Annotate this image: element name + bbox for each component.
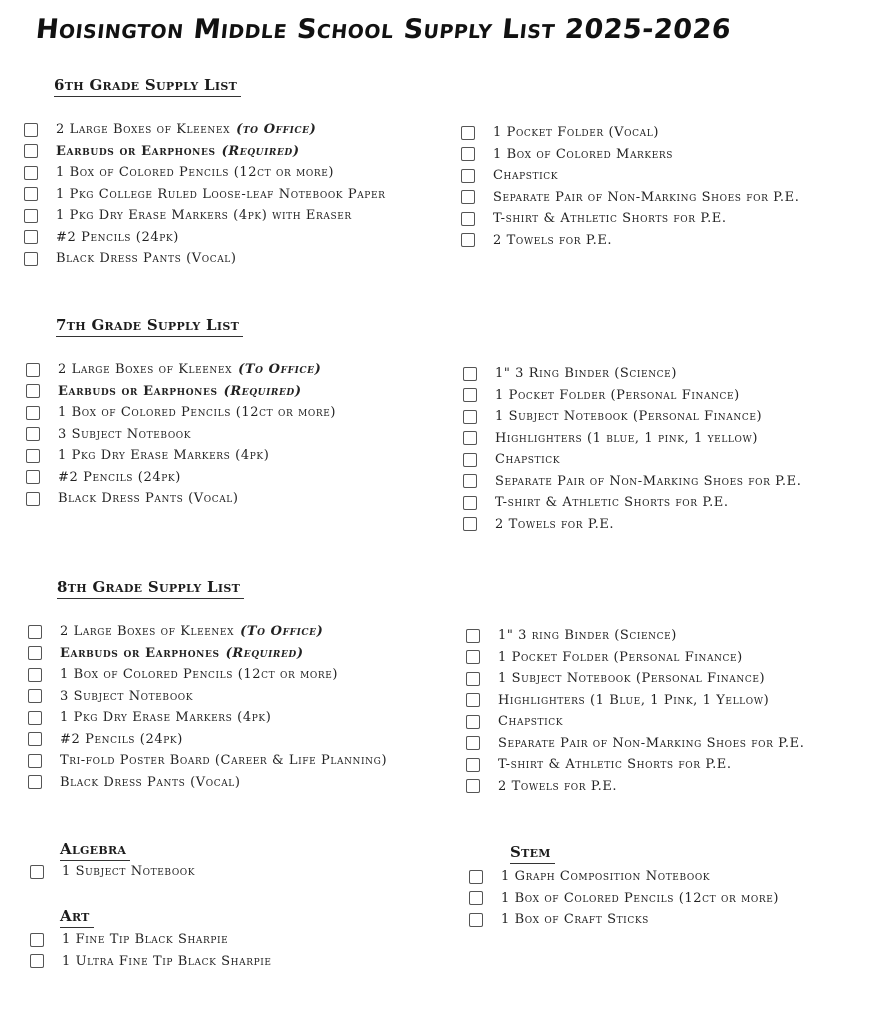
supply-item-label: 1 Subject Notebook (Personal Finance) xyxy=(495,409,763,425)
supply-item-label: Earbuds or Earphones xyxy=(60,645,220,661)
checkbox[interactable] xyxy=(24,230,38,244)
supply-item xyxy=(466,647,804,669)
grade7-right-list xyxy=(463,363,801,535)
algebra-list xyxy=(30,861,195,883)
checkbox[interactable] xyxy=(463,388,477,402)
supply-item-label: 1 Pkg Dry Erase Markers (4pk) with Eraser xyxy=(56,208,352,224)
checkbox[interactable] xyxy=(26,492,40,506)
checkbox[interactable] xyxy=(24,187,38,201)
checkbox[interactable] xyxy=(461,126,475,140)
supply-item xyxy=(24,119,386,141)
checkbox[interactable] xyxy=(24,123,38,137)
checkbox[interactable] xyxy=(26,406,40,420)
supply-item-label: 1" 3 Ring Binder (Science) xyxy=(495,366,677,382)
checkbox[interactable] xyxy=(461,233,475,247)
grade8-right-list xyxy=(466,625,804,797)
checkbox[interactable] xyxy=(24,144,38,158)
supply-item-label: 1 Box of Colored Pencils (12ct or more) xyxy=(501,890,780,906)
checkbox[interactable] xyxy=(463,410,477,424)
checkbox[interactable] xyxy=(24,252,38,266)
checkbox[interactable] xyxy=(463,496,477,510)
supply-item xyxy=(463,449,801,471)
supply-item xyxy=(461,187,799,209)
supply-item-label: 1 Box of Colored Pencils (12ct or more) xyxy=(58,405,337,421)
supply-item-label: Highlighters (1 blue, 1 pink, 1 yellow) xyxy=(495,430,758,446)
supply-item-label: 1 Pocket Folder (Vocal) xyxy=(493,125,659,141)
grade8-heading: 8th Grade Supply List xyxy=(57,578,244,599)
checkbox[interactable] xyxy=(466,715,480,729)
checkbox[interactable] xyxy=(469,891,483,905)
supply-item-label: Black Dress Pants (Vocal) xyxy=(60,774,241,790)
supply-item xyxy=(26,359,336,381)
algebra-heading: Algebra xyxy=(60,840,130,861)
supply-item-label: 1 Box of Craft Sticks xyxy=(501,912,649,928)
supply-item xyxy=(24,205,386,227)
page-title: Hoisington Middle School Supply List 2025-2026 xyxy=(34,14,733,45)
supply-item xyxy=(26,467,336,489)
checkbox[interactable] xyxy=(28,625,42,639)
supply-item-label: 1 Box of Colored Pencils (12ct or more) xyxy=(60,667,339,683)
supply-item-label: 1 Graph Composition Notebook xyxy=(501,869,711,885)
checkbox[interactable] xyxy=(30,954,44,968)
supply-item-label: 2 Large Boxes of Kleenex xyxy=(58,362,233,378)
supply-item xyxy=(26,381,336,403)
supply-item-label: Separate Pair of Non-Marking Shoes for P.E. xyxy=(493,189,800,205)
checkbox[interactable] xyxy=(28,775,42,789)
supply-item xyxy=(24,248,386,270)
supply-item-label: 1 Subject Notebook (Personal Finance) xyxy=(498,671,766,687)
supply-item xyxy=(461,144,799,166)
supply-item-label: Earbuds or Earphones xyxy=(58,383,218,399)
supply-item xyxy=(461,230,799,252)
checkbox[interactable] xyxy=(26,449,40,463)
supply-item-label: #2 Pencils (24pk) xyxy=(60,731,183,747)
supply-item xyxy=(28,707,387,729)
supply-item xyxy=(28,686,387,708)
supply-item xyxy=(26,402,336,424)
supply-item-note: (Required) xyxy=(225,645,304,661)
supply-item-label: T-shirt & Athletic Shorts for P.E. xyxy=(493,211,727,227)
checkbox[interactable] xyxy=(466,758,480,772)
stem-heading: Stem xyxy=(510,843,555,864)
grade6-right-list xyxy=(461,122,799,251)
checkbox[interactable] xyxy=(463,517,477,531)
supply-item-label: #2 Pencils (24pk) xyxy=(58,469,181,485)
supply-item xyxy=(466,625,804,647)
supply-item-label: 1 Pkg Dry Erase Markers (4pk) xyxy=(60,710,272,726)
supply-item-label: 1 Ultra Fine Tip Black Sharpie xyxy=(62,953,272,969)
supply-item-label: T-shirt & Athletic Shorts for P.E. xyxy=(495,495,729,511)
checkbox[interactable] xyxy=(466,629,480,643)
supply-item-note: (To Office) xyxy=(240,624,324,640)
checkbox[interactable] xyxy=(466,736,480,750)
checkbox[interactable] xyxy=(466,672,480,686)
supply-item-label: Highlighters (1 Blue, 1 Pink, 1 Yellow) xyxy=(498,692,770,708)
checkbox[interactable] xyxy=(28,668,42,682)
supply-item xyxy=(28,621,387,643)
checkbox[interactable] xyxy=(461,169,475,183)
stem-list xyxy=(469,866,779,931)
supply-item-label: 1 Box of Colored Markers xyxy=(493,146,674,162)
art-heading: Art xyxy=(60,907,94,928)
supply-item xyxy=(463,363,801,385)
supply-item xyxy=(463,471,801,493)
supply-item-label: Chapstick xyxy=(493,168,559,184)
checkbox[interactable] xyxy=(30,865,44,879)
checkbox[interactable] xyxy=(463,453,477,467)
supply-item-label: Tri-fold Poster Board (Career & Life Planning) xyxy=(60,753,388,769)
supply-item xyxy=(26,424,336,446)
checkbox[interactable] xyxy=(466,650,480,664)
supply-item xyxy=(466,668,804,690)
supply-item-label: Black Dress Pants (Vocal) xyxy=(56,251,237,267)
supply-item xyxy=(466,776,804,798)
supply-item xyxy=(461,208,799,230)
supply-item-label: Chapstick xyxy=(498,714,564,730)
supply-item-note: (to Office) xyxy=(236,122,317,138)
art-list xyxy=(30,929,272,972)
supply-item xyxy=(466,690,804,712)
checkbox[interactable] xyxy=(463,431,477,445)
supply-item xyxy=(26,488,336,510)
supply-item-label: 2 Towels for P.E. xyxy=(493,232,613,248)
supply-item-label: Separate Pair of Non-Marking Shoes for P.E. xyxy=(498,735,805,751)
checkbox[interactable] xyxy=(24,166,38,180)
supply-item xyxy=(463,385,801,407)
supply-item xyxy=(28,729,387,751)
supply-item-note: (To Office) xyxy=(238,362,322,378)
supply-item xyxy=(469,888,779,910)
checkbox[interactable] xyxy=(461,190,475,204)
supply-item xyxy=(463,406,801,428)
checkbox[interactable] xyxy=(463,367,477,381)
supply-item-label: 1 Fine Tip Black Sharpie xyxy=(62,932,229,948)
checkbox[interactable] xyxy=(466,779,480,793)
supply-item-label: 1 Subject Notebook xyxy=(62,864,196,880)
supply-item-label: 1 Box of Colored Pencils (12ct or more) xyxy=(56,165,335,181)
checkbox[interactable] xyxy=(28,689,42,703)
grade7-heading: 7th Grade Supply List xyxy=(56,316,243,337)
supply-item-label: 2 Towels for P.E. xyxy=(495,516,615,532)
supply-item-label: Separate Pair of Non-Marking Shoes for P.E. xyxy=(495,473,802,489)
supply-item-label: T-shirt & Athletic Shorts for P.E. xyxy=(498,757,732,773)
supply-item xyxy=(24,184,386,206)
checkbox[interactable] xyxy=(26,384,40,398)
checkbox[interactable] xyxy=(28,646,42,660)
supply-item-label: #2 Pencils (24pk) xyxy=(56,229,179,245)
supply-item xyxy=(28,664,387,686)
supply-item-note: (Required) xyxy=(223,383,302,399)
grade7-left-list xyxy=(26,359,336,510)
supply-item xyxy=(28,772,387,794)
supply-item xyxy=(461,122,799,144)
supply-item xyxy=(469,866,779,888)
supply-item xyxy=(26,445,336,467)
supply-item-label: 1 Pkg College Ruled Loose-leaf Notebook Paper xyxy=(56,186,386,202)
checkbox[interactable] xyxy=(461,147,475,161)
checkbox[interactable] xyxy=(469,913,483,927)
supply-item-label: 2 Towels for P.E. xyxy=(498,778,618,794)
checkbox[interactable] xyxy=(466,693,480,707)
supply-item-label: 1" 3 ring Binder (Science) xyxy=(498,628,677,644)
checkbox[interactable] xyxy=(24,209,38,223)
supply-item xyxy=(463,514,801,536)
checkbox[interactable] xyxy=(469,870,483,884)
supply-item-label: 3 Subject Notebook xyxy=(60,688,194,704)
checkbox[interactable] xyxy=(463,474,477,488)
supply-item xyxy=(24,227,386,249)
supply-item xyxy=(469,909,779,931)
supply-item xyxy=(24,141,386,163)
supply-item-label: Chapstick xyxy=(495,452,561,468)
supply-item-label: 3 Subject Notebook xyxy=(58,426,192,442)
supply-item-note: (Required) xyxy=(221,143,300,159)
checkbox[interactable] xyxy=(28,754,42,768)
checkbox[interactable] xyxy=(26,427,40,441)
supply-item xyxy=(28,750,387,772)
supply-item xyxy=(461,165,799,187)
supply-item xyxy=(24,162,386,184)
checkbox[interactable] xyxy=(28,732,42,746)
supply-item-label: 2 Large Boxes of Kleenex xyxy=(56,122,231,138)
supply-item xyxy=(28,643,387,665)
supply-item xyxy=(466,754,804,776)
supply-item xyxy=(30,929,272,951)
supply-item xyxy=(466,733,804,755)
supply-item-label: Earbuds or Earphones xyxy=(56,143,216,159)
grade6-left-list xyxy=(24,119,386,270)
supply-item-label: Black Dress Pants (Vocal) xyxy=(58,491,239,507)
checkbox[interactable] xyxy=(26,363,40,377)
supply-item-label: 1 Pkg Dry Erase Markers (4pk) xyxy=(58,448,270,464)
grade6-heading: 6th Grade Supply List xyxy=(54,76,241,97)
checkbox[interactable] xyxy=(461,212,475,226)
checkbox[interactable] xyxy=(26,470,40,484)
grade8-left-list xyxy=(28,621,387,793)
checkbox[interactable] xyxy=(28,711,42,725)
supply-item xyxy=(463,428,801,450)
supply-item-label: 2 Large Boxes of Kleenex xyxy=(60,624,235,640)
supply-item xyxy=(463,492,801,514)
checkbox[interactable] xyxy=(30,933,44,947)
supply-item-label: 1 Pocket Folder (Personal Finance) xyxy=(495,387,740,403)
supply-item xyxy=(30,861,195,883)
supply-item xyxy=(466,711,804,733)
supply-item xyxy=(30,951,272,973)
supply-item-label: 1 Pocket Folder (Personal Finance) xyxy=(498,649,743,665)
